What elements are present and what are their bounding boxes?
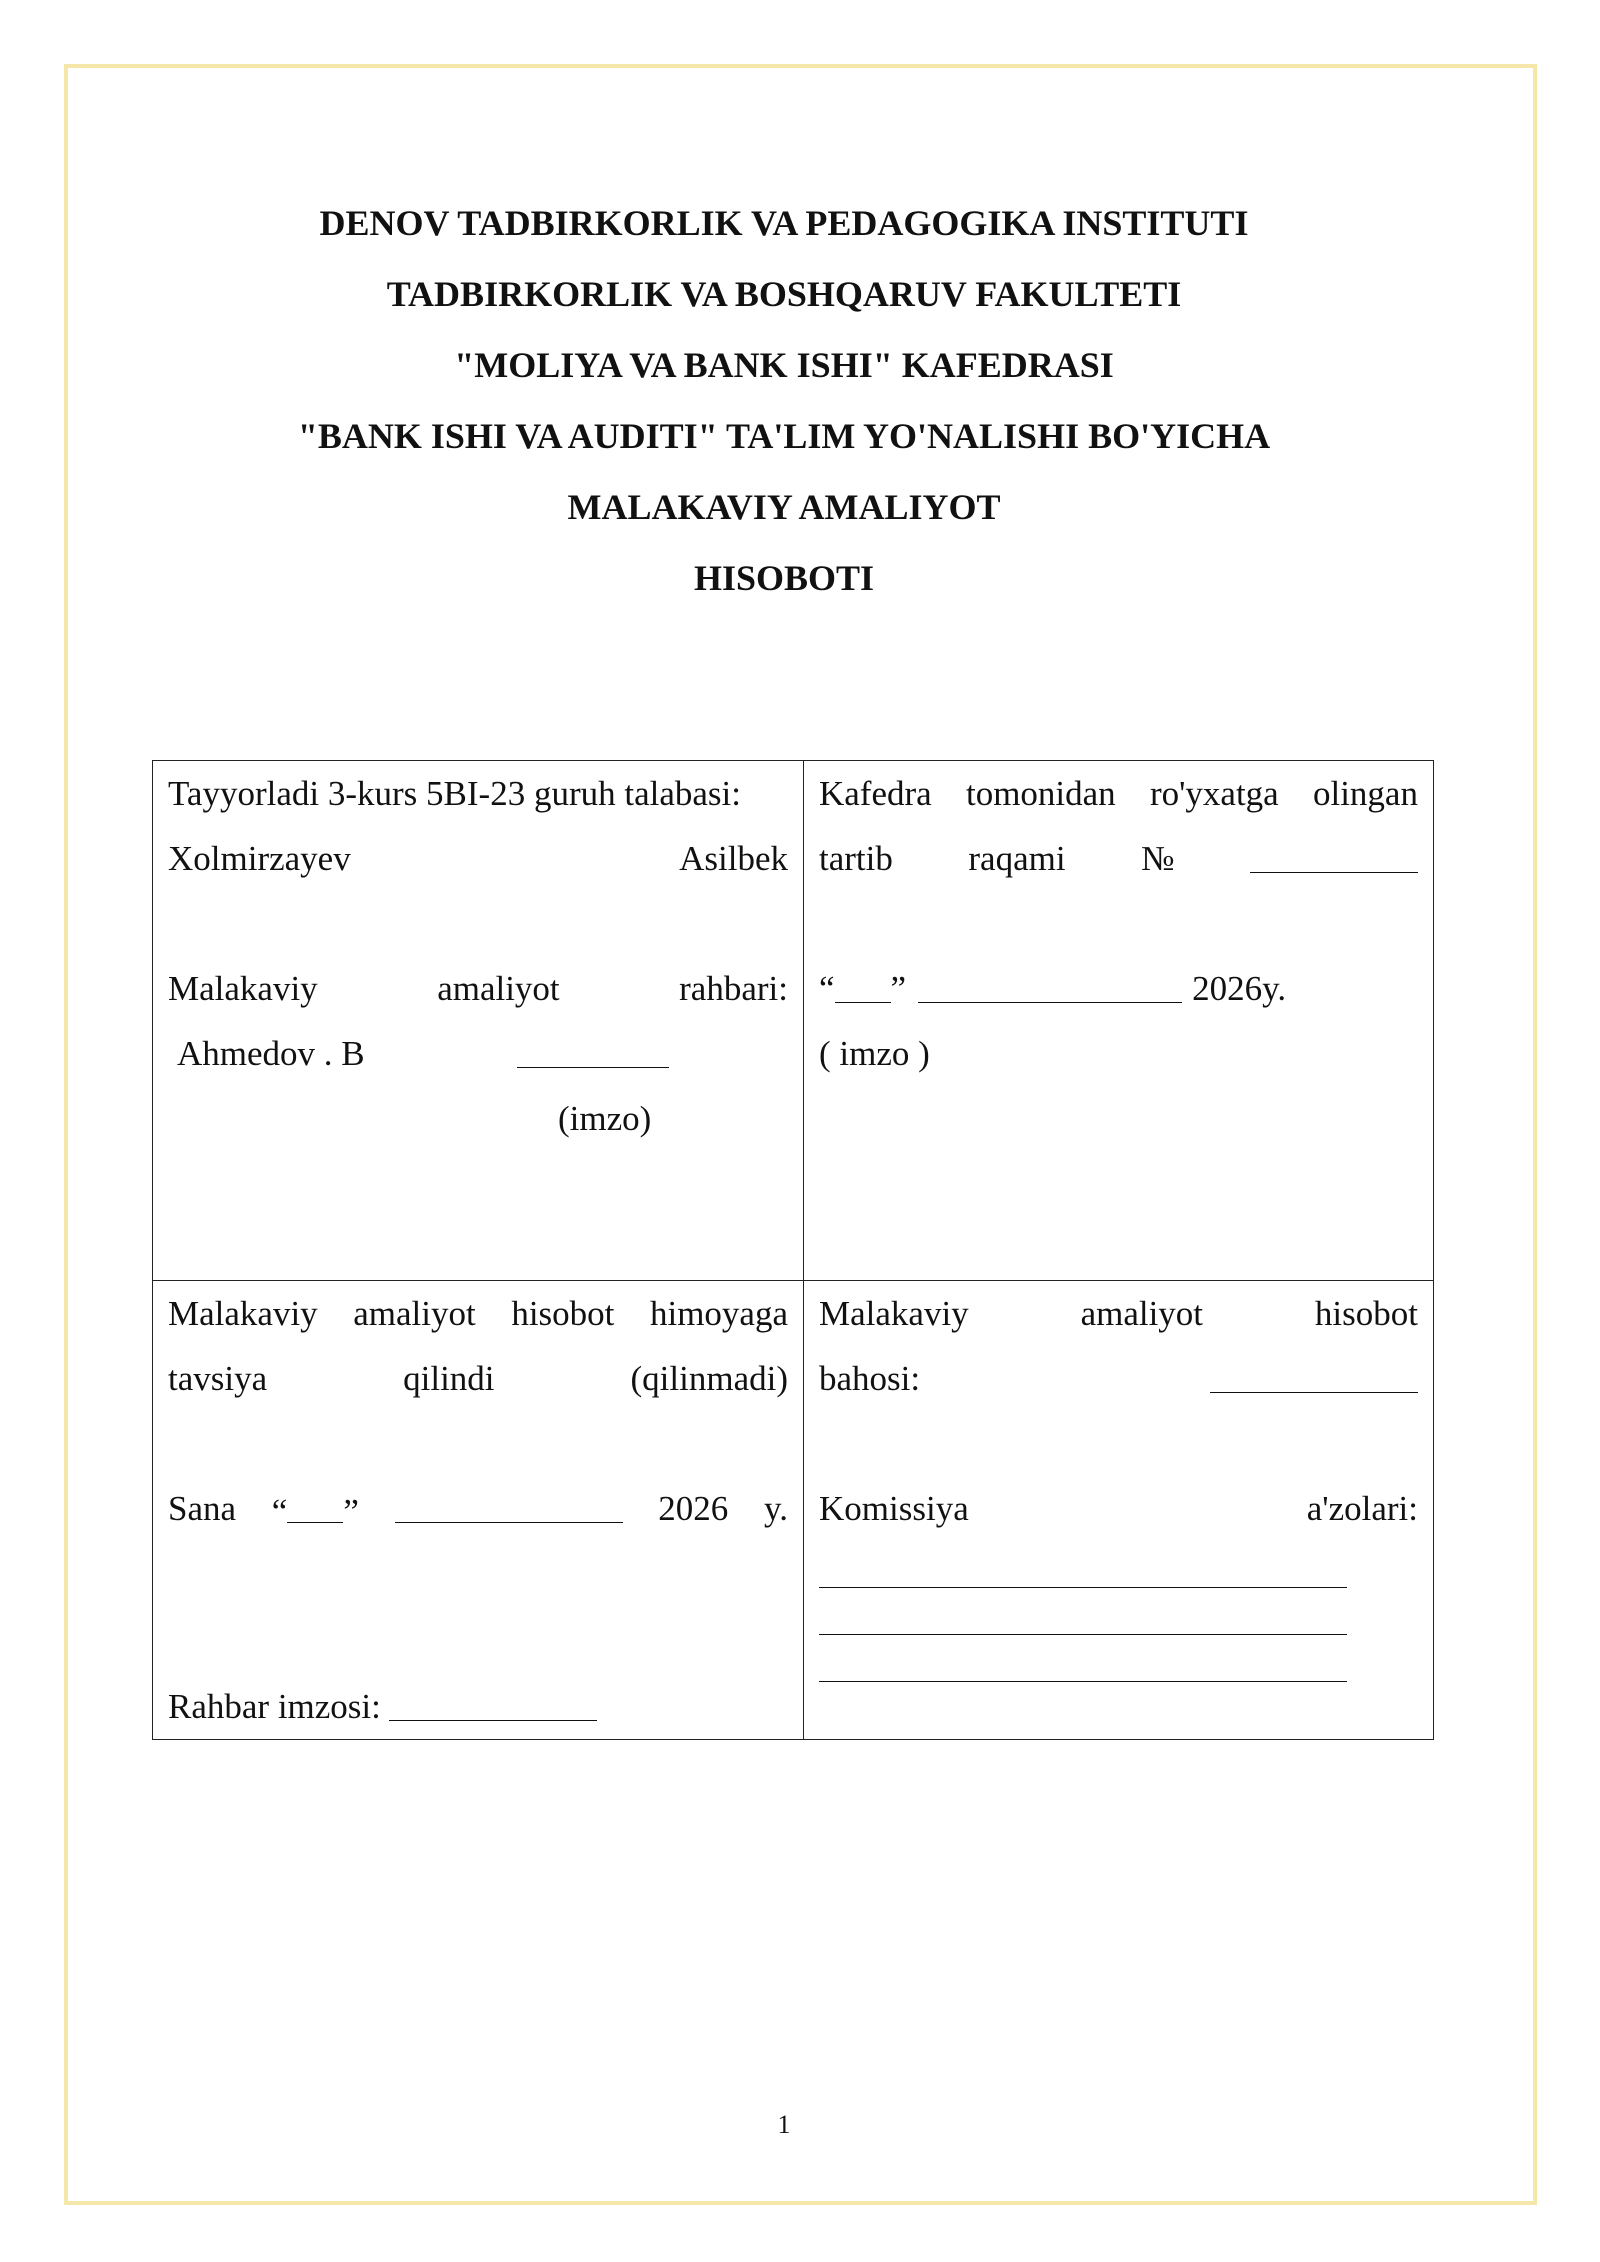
recommendation-word: hisobot xyxy=(511,1294,615,1333)
grade-word: Malakaviy xyxy=(819,1294,969,1333)
grade-label: bahosi: xyxy=(819,1359,921,1398)
student-last-name: Asilbek xyxy=(679,839,788,878)
recommendation-word: tavsiya xyxy=(168,1359,268,1398)
registration-line-1 xyxy=(819,761,1418,826)
supervisor-name-line xyxy=(168,1021,788,1086)
registration-word: tartib xyxy=(819,839,893,878)
defense-day-blank[interactable] xyxy=(287,1476,343,1523)
registration-word: Kafedra xyxy=(819,774,932,813)
registration-word: tomonidan xyxy=(965,774,1116,813)
commission-member-line xyxy=(819,1541,1418,1588)
commission-word: Komissiya xyxy=(819,1489,969,1528)
rahbar-signature-blank[interactable] xyxy=(389,1674,597,1721)
department-name: "MOLIYA VA BANK ISHI" KAFEDRASI xyxy=(454,345,1114,385)
report-info-table xyxy=(152,760,1434,1740)
cell-department-registration xyxy=(804,761,1434,1281)
defense-date-line xyxy=(168,1476,788,1544)
program-name: "BANK ISHI VA AUDITI" TA'LIM YO'NALISHI BO'YICHA xyxy=(297,416,1271,456)
recommendation-word: (qilinmadi) xyxy=(630,1359,788,1398)
number-sign: № xyxy=(1141,839,1175,878)
recommendation-line-2 xyxy=(168,1346,788,1411)
commission-member-line xyxy=(819,1635,1418,1682)
recommendation-word: amaliyot xyxy=(353,1294,476,1333)
rahbar-signature-label: Rahbar imzosi: xyxy=(168,1687,381,1726)
registration-day-blank[interactable] xyxy=(835,956,891,1003)
grade-line-2 xyxy=(819,1346,1418,1411)
supervisor-word: amaliyot xyxy=(437,969,560,1008)
supervisor-signature-caption-line xyxy=(168,1086,788,1151)
registration-word: raqami xyxy=(968,839,1066,878)
prepared-by-label: Tayyorladi 3-kurs 5BI-23 guruh talabasi: xyxy=(168,774,741,813)
recommendation-line-1 xyxy=(168,1281,788,1346)
student-first-name: Xolmirzayev xyxy=(168,839,351,878)
faculty-name: TADBIRKORLIK VA BOSHQARUV FAKULTETI xyxy=(386,274,1182,314)
supervisor-word: rahbari: xyxy=(679,969,788,1008)
registration-number-blank[interactable] xyxy=(1250,826,1418,873)
commission-line xyxy=(819,1476,1418,1541)
registration-word: olingan xyxy=(1312,774,1418,813)
quote-open: “ xyxy=(271,1492,288,1531)
defense-day-group xyxy=(272,1476,359,1544)
cell-defense-recommendation xyxy=(153,1281,804,1740)
prepared-by-line xyxy=(168,761,788,826)
supervisor-label-line xyxy=(168,956,788,1021)
defense-year-suffix: y. xyxy=(764,1489,788,1528)
defense-month-blank[interactable] xyxy=(395,1476,623,1523)
registration-year: 2026y. xyxy=(1192,969,1287,1008)
commission-member-blank[interactable] xyxy=(819,1541,1347,1588)
supervisor-word: Malakaviy xyxy=(168,969,318,1008)
grade-word: amaliyot xyxy=(1080,1294,1204,1333)
commission-member-blank[interactable] xyxy=(819,1588,1347,1635)
recommendation-word: qilindi xyxy=(403,1359,495,1398)
cell-grade-commission xyxy=(804,1281,1434,1740)
registration-word: ro'yxatga xyxy=(1149,774,1279,813)
grade-blank[interactable] xyxy=(1210,1346,1418,1393)
registration-date-line xyxy=(819,956,1418,1021)
report-title: HISOBOTI xyxy=(693,558,875,598)
recommendation-word: himoyaga xyxy=(649,1294,788,1333)
quote-open: “ xyxy=(819,969,835,1008)
recommendation-word: Malakaviy xyxy=(168,1294,318,1333)
supervisor-signature-label: (imzo) xyxy=(558,1099,652,1138)
defense-year: 2026 xyxy=(658,1489,729,1528)
student-name-line xyxy=(168,826,788,891)
report-type: MALAKAVIY AMALIYOT xyxy=(567,487,1001,527)
registration-signature-label: ( imzo ) xyxy=(819,1034,930,1073)
supervisor-name: Ahmedov . B xyxy=(177,1034,365,1073)
title-block xyxy=(0,188,1568,614)
registration-line-2 xyxy=(819,826,1418,891)
institute-name: DENOV TADBIRKORLIK VA PEDAGOGIKA INSTITUTI xyxy=(319,203,1249,243)
registration-signature-line xyxy=(819,1021,1418,1086)
commission-word: a'zolari: xyxy=(1306,1489,1418,1528)
grade-line-1 xyxy=(819,1281,1418,1346)
page-number: 1 xyxy=(777,2110,791,2139)
cell-student-supervisor xyxy=(153,761,804,1281)
grade-word: hisobot xyxy=(1314,1294,1418,1333)
commission-member-line xyxy=(819,1588,1418,1635)
supervisor-signature-blank[interactable] xyxy=(517,1021,669,1068)
quote-close: ” xyxy=(890,969,907,1008)
quote-close: ” xyxy=(343,1492,359,1531)
date-label: Sana xyxy=(168,1489,237,1528)
registration-month-blank[interactable] xyxy=(918,956,1182,1003)
commission-member-blank[interactable] xyxy=(819,1635,1347,1682)
supervisor-signature-line xyxy=(168,1674,788,1739)
